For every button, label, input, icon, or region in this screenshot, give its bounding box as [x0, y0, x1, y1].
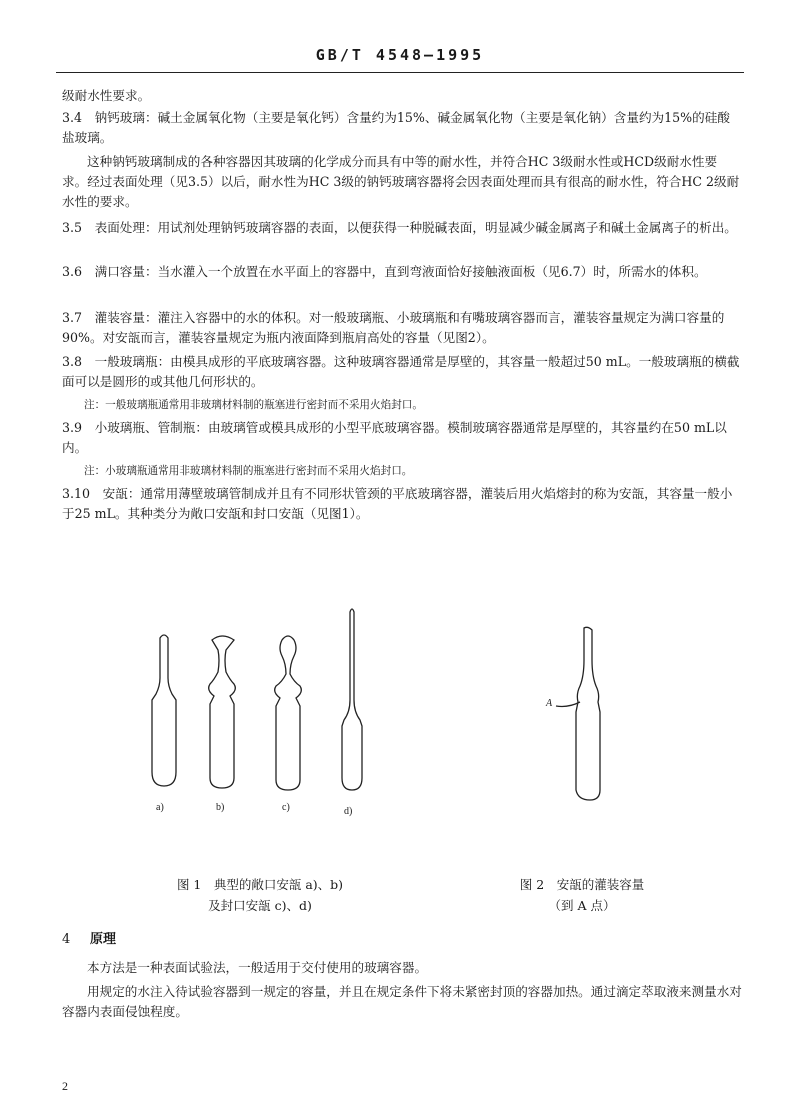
clause-3-6: 3.6 满口容量：当水灌入一个放置在水平面上的容器中，直到弯液面恰好接触液面板（见6.7）时，所需水的体积。: [62, 264, 707, 279]
section-4-paragraph-2: 用规定的水注入待试验容器到一规定的容量，并且在规定条件下将未紧密封顶的容器加热。通过滴定萃取液来测量水对容器内表面侵蚀程度。: [62, 984, 742, 1019]
figure1-ampoule-d: [342, 609, 362, 790]
section-4-number: 4: [62, 932, 71, 947]
page-number: 2: [62, 1079, 68, 1093]
clause-3-4: 3.4 钠钙玻璃：碱土金属氧化物（主要是氧化钙）含量约为15%、碱金属氧化物（主要是氧化钠）含量约为15%的硅酸盐玻璃。: [62, 110, 730, 145]
note-3-8: 注：一般玻璃瓶通常用非玻璃材料制的瓶塞进行密封而不采用火焰封口。: [84, 399, 423, 411]
figure2-caption-line2: （到 A 点）: [548, 898, 616, 913]
figure1-caption-line1: 图 1 典型的敞口安瓿 a)、b): [176, 877, 344, 892]
paragraph-continuation: 级耐水性要求。: [62, 88, 151, 103]
clause-3-10: 3.10 安瓿：通常用薄壁玻璃管制成并且有不同形状管颈的平底玻璃容器，灌装后用火焰熔封的称为安瓿，其容量一般小于25 mL。其种类分为敞口安瓿和封口安瓿（见图1）。: [62, 486, 733, 521]
figure1-caption: [130, 874, 390, 916]
section-4-heading: [62, 928, 116, 947]
figure2-ampoule: [556, 627, 600, 800]
clause-3-8: 3.8 一般玻璃瓶：由模具成形的平底玻璃容器。这种玻璃容器通常是厚壁的，其容量一般超过50 mL。一般玻璃瓶的横截面可以是圆形的或其他几何形状的。: [62, 354, 740, 389]
clause-3-7: 3.7 灌装容量：灌注入容器中的水的体积。对一般玻璃瓶、小玻璃瓶和有嘴玻璃容器而言，灌装容量规定为满口容量的90%。对安瓿而言，灌装容量规定为瓶内液面降到瓶肩高处的容量（见图2）。: [62, 310, 725, 345]
figure1-ampoule-c: [275, 636, 302, 790]
clause-3-4-detail: 这种钠钙玻璃制成的各种容器因其玻璃的化学成分而具有中等的耐水性，并符合HC 3级耐水性或HCD级耐水性要求。经过表面处理（见3.5）以后，耐水性为HC 3级的钠钙玻璃容器将会因表面处理而具有很高的耐水性，符合HC 2级耐水性的要求。: [62, 154, 740, 209]
figure2-caption-line1: 图 2 安瓿的灌装容量: [519, 877, 645, 892]
figure1-label-b: b): [216, 802, 225, 813]
figure1-ampoule-b: [209, 636, 236, 788]
section-4-title: 原理: [90, 932, 117, 947]
figure1-ampoule-a: [152, 635, 176, 786]
figure2-marker-a: A: [546, 698, 553, 709]
figure1-label-c: c): [282, 802, 290, 813]
figure1-label-d: d): [344, 806, 353, 817]
figure1-caption-line2: 及封口安瓿 c)、d): [208, 898, 312, 913]
figure2-caption: [482, 874, 682, 916]
section-4-paragraph-1: 本方法是一种表面试验法，一般适用于交付使用的玻璃容器。: [87, 960, 428, 975]
clause-3-5: 3.5 表面处理：用试剂处理钠钙玻璃容器的表面，以便获得一种脱碱表面，明显减少碱金属离子和碱土金属离子的析出。: [62, 220, 737, 235]
note-3-9: 注：小玻璃瓶通常用非玻璃材料制的瓶塞进行密封而不采用火焰封口。: [84, 465, 413, 477]
figure1-label-a: a): [156, 802, 164, 813]
clause-3-9: 3.9 小玻璃瓶、管制瓶：由玻璃管或模具成形的小型平底玻璃容器。模制玻璃容器通常是厚壁的，其容量约在50 mL以内。: [62, 420, 727, 455]
standard-number-header: GB/T 4548—1995: [315, 46, 485, 64]
